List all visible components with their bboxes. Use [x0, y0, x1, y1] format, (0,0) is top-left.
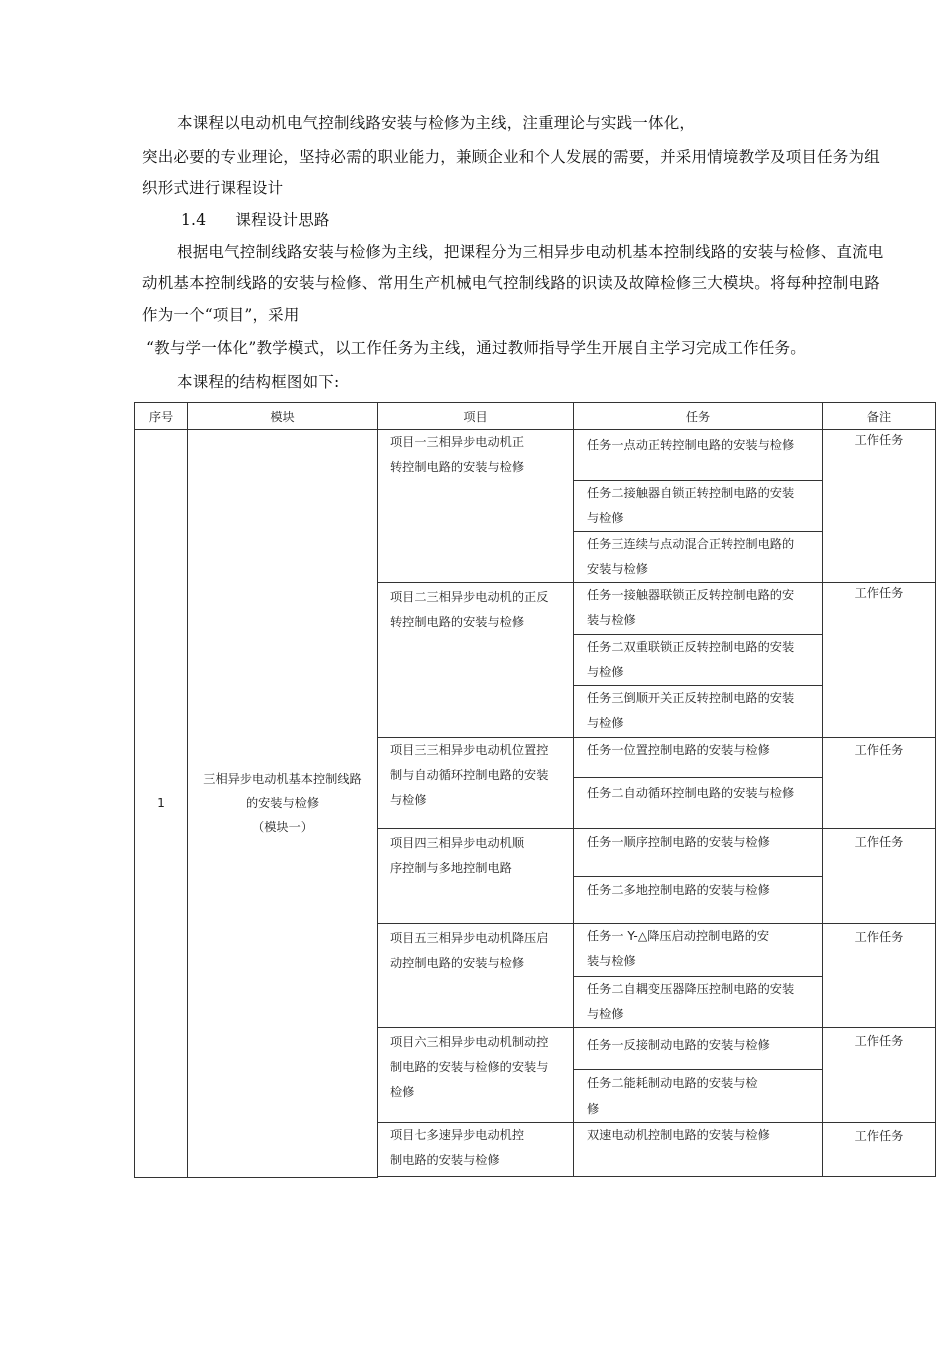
task-line: 装与检修: [587, 954, 636, 968]
module-line: （模块一）: [252, 820, 313, 835]
task-line: 任务一顺序控制电路的安装与检修: [587, 835, 770, 849]
task-line: 任务一位置控制电路的安装与检修: [587, 743, 770, 757]
task-cell: [574, 1028, 823, 1070]
note-cell: 工作任务: [823, 430, 936, 583]
task-line: 任务二双重联锁正反转控制电路的安装: [587, 640, 795, 654]
task-cell: [574, 924, 823, 977]
project-cell: [378, 1123, 574, 1177]
paragraph-8: 本课程的结构框图如下:: [177, 373, 340, 391]
project-line: 项目四三相异步电动机顺: [390, 836, 525, 850]
task-line: 与检修: [587, 716, 624, 730]
task-cell: [574, 430, 823, 481]
section-number: 1.4: [181, 211, 207, 229]
task-line: 任务三连续与点动混合正转控制电路的: [587, 537, 795, 551]
module-line: 的安装与检修: [245, 796, 320, 811]
task-cell: [574, 532, 823, 583]
note-cell: 工作任务: [823, 829, 936, 924]
task-line: 任务一点动正转控制电路的安装与检修: [587, 438, 795, 452]
section-title: 课程设计思路: [235, 211, 330, 229]
paragraph-4: 根据电气控制线路安装与检修为主线，把课程分为三相异步电动机基本控制线路的安装与检修、直流电: [177, 243, 884, 261]
task-cell: [574, 778, 823, 829]
project-line: 转控制电路的安装与检修: [390, 615, 525, 629]
header-seq: 序号: [135, 403, 188, 430]
project-cell: [378, 738, 574, 829]
task-cell: [574, 977, 823, 1028]
project-line: 项目六三相异步电动机制动控: [390, 1035, 549, 1049]
task-line: 任务二多地控制电路的安装与检修: [587, 883, 770, 897]
header-module: 模块: [188, 403, 378, 430]
project-line: 检修: [390, 1085, 415, 1099]
header-note: 备注: [823, 403, 936, 430]
course-structure-table: [134, 402, 936, 1178]
task-cell: [574, 877, 823, 924]
table-row: [135, 430, 936, 481]
project-line: 制与自动循环控制电路的安装: [390, 768, 549, 782]
task-line: 双速电动机控制电路的安装与检修: [587, 1128, 770, 1142]
project-line: 动控制电路的安装与检修: [390, 956, 525, 970]
project-line: 序控制与多地控制电路: [390, 861, 512, 875]
note-cell: 工作任务: [823, 583, 936, 738]
paragraph-3: 织形式进行课程设计: [142, 179, 284, 197]
task-cell: [574, 829, 823, 877]
project-line: 与检修: [390, 793, 427, 807]
task-line: 与检修: [587, 665, 624, 679]
paragraph-5: 动机基本控制线路的安装与检修、常用生产机械电气控制线路的识读及故障检修三大模块。将每种控制电路: [142, 274, 880, 292]
project-cell: [378, 924, 574, 1028]
header-task: 任务: [574, 403, 823, 430]
project-line: 项目五三相异步电动机降压启: [390, 931, 549, 945]
project-line: 制电路的安装与检修: [390, 1153, 500, 1167]
project-cell: [378, 1028, 574, 1123]
paragraph-1: 本课程以电动机电气控制线路安装与检修为主线，注重理论与实践一体化，: [177, 114, 696, 132]
project-cell: [378, 583, 574, 738]
note-cell: 工作任务: [823, 1028, 936, 1123]
task-line: 与检修: [587, 511, 624, 525]
paragraph-7: “教与学一体化”教学模式，以工作任务为主线，通过教师指导学生开展自主学习完成工作任务。: [146, 339, 806, 357]
task-line: 与检修: [587, 1007, 624, 1021]
task-cell: [574, 1123, 823, 1177]
table-header-row: [135, 403, 936, 430]
task-cell: [574, 583, 823, 635]
project-line: 项目二三相异步电动机的正反: [390, 590, 549, 604]
task-line: 任务二接触器自锁正转控制电路的安装: [587, 486, 795, 500]
note-cell: 工作任务: [823, 738, 936, 829]
header-project: 项目: [378, 403, 574, 430]
seq-cell: 1: [135, 430, 188, 1178]
task-cell: [574, 481, 823, 532]
project-line: 项目三三相异步电动机位置控: [390, 743, 549, 757]
task-line: 任务一接触器联锁正反转控制电路的安: [587, 588, 795, 602]
task-line: 任务二能耗制动电路的安装与检: [587, 1076, 758, 1090]
project-line: 转控制电路的安装与检修: [390, 460, 525, 474]
task-line: 安装与检修: [587, 562, 648, 576]
task-line: 任务三倒顺开关正反转控制电路的安装: [587, 691, 795, 705]
task-line: 任务一 Y-△降压启动控制电路的安: [587, 929, 770, 943]
project-line: 项目一三相异步电动机正: [390, 435, 525, 449]
project-cell: [378, 430, 574, 583]
module-line: 三相异步电动机基本控制线路: [203, 772, 362, 787]
paragraph-2: 突出必要的专业理论，坚持必需的职业能力，兼顾企业和个人发展的需要，并采用情境教学及项目任务为组: [142, 148, 880, 166]
project-line: 项目七多速异步电动机控: [390, 1128, 525, 1142]
section-heading: [181, 208, 330, 232]
project-line: 制电路的安装与检修的安装与: [390, 1060, 549, 1074]
note-cell: 工作任务: [823, 1123, 936, 1177]
task-cell: [574, 738, 823, 778]
module-cell: [188, 430, 378, 1178]
task-line: 任务二自动循环控制电路的安装与检修: [587, 786, 795, 800]
paragraph-6: 作为一个“项目”，采用: [142, 306, 300, 324]
task-line: 装与检修: [587, 613, 636, 627]
task-cell: [574, 1070, 823, 1123]
task-line: 修: [587, 1102, 600, 1116]
task-line: 任务一反接制动电路的安装与检修: [587, 1038, 770, 1052]
project-cell: [378, 829, 574, 924]
task-cell: [574, 686, 823, 738]
task-line: 任务二自耦变压器降压控制电路的安装: [587, 982, 795, 996]
task-cell: [574, 635, 823, 686]
note-cell: 工作任务: [823, 924, 936, 1028]
